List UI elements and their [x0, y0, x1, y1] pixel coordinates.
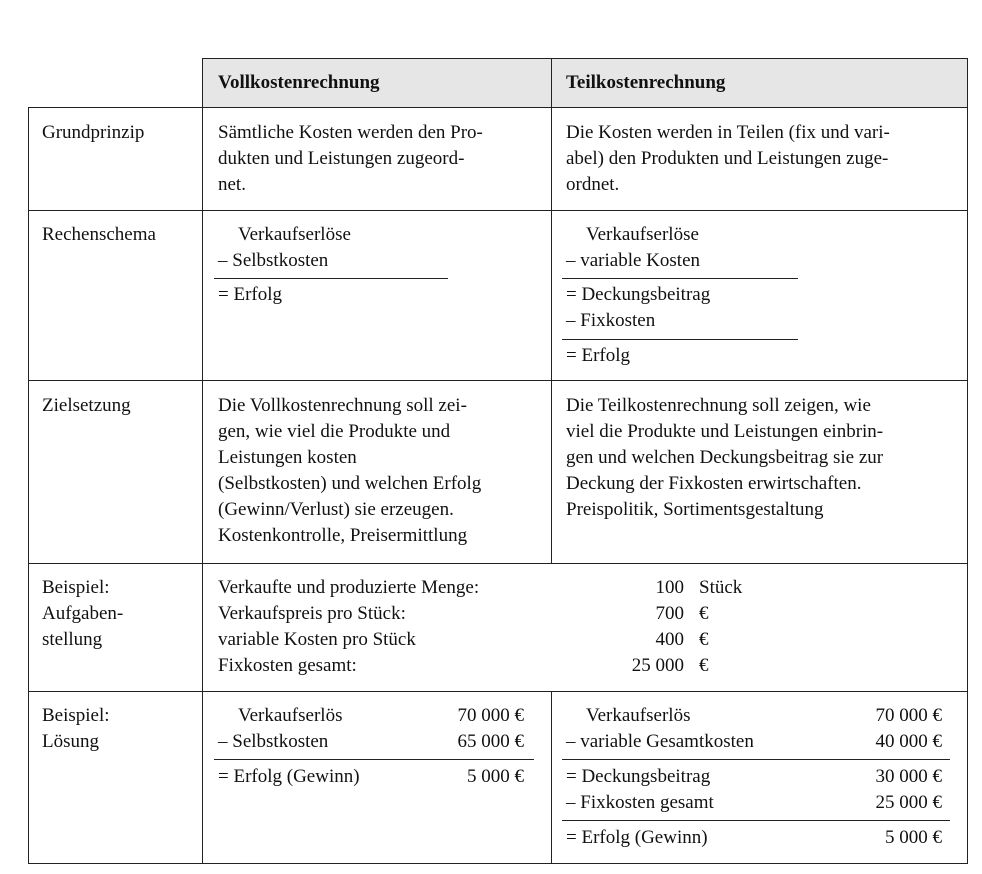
aufgabe-item-label: Fixkosten gesamt:: [218, 655, 357, 676]
aufgabe-item-label: Verkaufte und produzierte Menge:: [218, 577, 480, 598]
aufgabe-item-label: variable Kosten pro Stück: [218, 629, 416, 650]
rechenschema-teil-line: = Erfolg: [566, 345, 631, 366]
aufgabe-item-value: 25 000: [631, 655, 684, 676]
zielsetzung-teil-line: Preispolitik, Sortimentsgestaltung: [566, 499, 824, 520]
row-label-aufgabe: stellung: [42, 629, 103, 650]
grundprinzip-voll-line: Sämtliche Kosten werden den Pro-: [218, 122, 483, 143]
zielsetzung-voll-line: Die Vollkostenrechnung soll zei-: [218, 395, 467, 416]
row-label-rechenschema: Rechenschema: [42, 224, 156, 245]
grundprinzip-voll-line: dukten und Leistungen zugeord-: [218, 148, 465, 169]
loesung-teil-label: – Fixkosten gesamt: [566, 792, 714, 813]
loesung-voll-value: 5 000 €: [467, 766, 524, 787]
grundprinzip-teil-line: ordnet.: [566, 174, 620, 195]
rechenschema-voll-line: Verkaufserlöse: [238, 224, 351, 245]
aufgabe-item-value: 100: [655, 577, 684, 598]
rechenschema-voll-line: = Erfolg: [218, 284, 283, 305]
loesung-voll-value: 70 000 €: [457, 705, 524, 726]
rechenschema-teil-sumline: [562, 278, 798, 279]
rechenschema-voll-line: – Selbstkosten: [218, 250, 329, 271]
rule-bottom: [28, 863, 968, 864]
loesung-teil-label: = Deckungsbeitrag: [566, 766, 711, 787]
zielsetzung-voll-line: (Gewinn/Verlust) sie erzeugen.: [218, 499, 454, 520]
loesung-teil-label: Verkaufserlös: [586, 705, 691, 726]
grundprinzip-teil-line: abel) den Produkten und Leistungen zuge-: [566, 148, 889, 169]
rule-col2b: [551, 691, 552, 864]
rechenschema-voll-sumline: [214, 278, 448, 279]
loesung-voll-label: = Erfolg (Gewinn): [218, 766, 360, 787]
rule-row4: [28, 691, 968, 692]
aufgabe-item-unit: €: [699, 629, 709, 650]
header-teilkosten: Teilkostenrechnung: [566, 72, 726, 93]
zielsetzung-teil-line: Die Teilkostenrechnung soll zeigen, wie: [566, 395, 871, 416]
row-label-zielsetzung: Zielsetzung: [42, 395, 131, 416]
zielsetzung-teil-line: viel die Produkte und Leistungen einbrin-: [566, 421, 884, 442]
rule-row3: [28, 563, 968, 564]
loesung-teil-value: 70 000 €: [875, 705, 942, 726]
rule-left: [28, 107, 29, 864]
zielsetzung-teil-line: Deckung der Fixkosten erwirtschaften.: [566, 473, 862, 494]
aufgabe-item-value: 700: [655, 603, 684, 624]
grundprinzip-voll-line: net.: [218, 174, 246, 195]
rule-right: [967, 58, 968, 864]
rechenschema-teil-line: – variable Kosten: [566, 250, 701, 271]
row-label-aufgabe: Aufgaben-: [42, 603, 124, 624]
rechenschema-teil-line: – Fixkosten: [566, 310, 656, 331]
rule-header: [28, 107, 968, 108]
loesung-voll-label: – Selbstkosten: [218, 731, 329, 752]
row-label-grundprinzip: Grundprinzip: [42, 122, 145, 143]
loesung-teil-value: 40 000 €: [875, 731, 942, 752]
row-label-loesung: Beispiel:: [42, 705, 110, 726]
grundprinzip-teil-line: Die Kosten werden in Teilen (fix und vari-: [566, 122, 890, 143]
loesung-teil-label: – variable Gesamtkosten: [566, 731, 754, 752]
zielsetzung-teil-line: gen und welchen Deckungsbeitrag sie zur: [566, 447, 884, 468]
loesung-teil-value: 30 000 €: [875, 766, 942, 787]
header-vollkosten: Vollkostenrechnung: [218, 72, 380, 93]
row-label-loesung: Lösung: [42, 731, 99, 752]
rule-top: [202, 58, 968, 59]
comparison-table: [28, 58, 968, 864]
zielsetzung-voll-line: gen, wie viel die Produkte und: [218, 421, 451, 442]
loesung-teil-sumline: [562, 759, 950, 760]
rule-col1: [202, 58, 203, 864]
loesung-teil-value: 25 000 €: [875, 792, 942, 813]
aufgabe-item-unit: €: [699, 603, 709, 624]
rechenschema-teil-sumline: [562, 339, 798, 340]
rule-col2a: [551, 58, 552, 564]
loesung-teil-label: = Erfolg (Gewinn): [566, 827, 708, 848]
loesung-teil-sumline: [562, 820, 950, 821]
aufgabe-item-label: Verkaufspreis pro Stück:: [218, 603, 406, 624]
rechenschema-teil-line: Verkaufserlöse: [586, 224, 699, 245]
rechenschema-teil-line: = Deckungsbeitrag: [566, 284, 711, 305]
loesung-teil-value: 5 000 €: [885, 827, 942, 848]
zielsetzung-voll-line: Kostenkontrolle, Preisermittlung: [218, 525, 468, 546]
rule-row2: [28, 380, 968, 381]
aufgabe-item-value: 400: [655, 629, 684, 650]
loesung-voll-value: 65 000 €: [457, 731, 524, 752]
aufgabe-item-unit: €: [699, 655, 709, 676]
zielsetzung-voll-line: (Selbstkosten) und welchen Erfolg: [218, 473, 482, 494]
zielsetzung-voll-line: Leistungen kosten: [218, 447, 357, 468]
loesung-voll-sumline: [214, 759, 534, 760]
rule-row1: [28, 210, 968, 211]
aufgabe-item-unit: Stück: [699, 577, 743, 598]
loesung-voll-label: Verkaufserlös: [238, 705, 343, 726]
row-label-aufgabe: Beispiel:: [42, 577, 110, 598]
